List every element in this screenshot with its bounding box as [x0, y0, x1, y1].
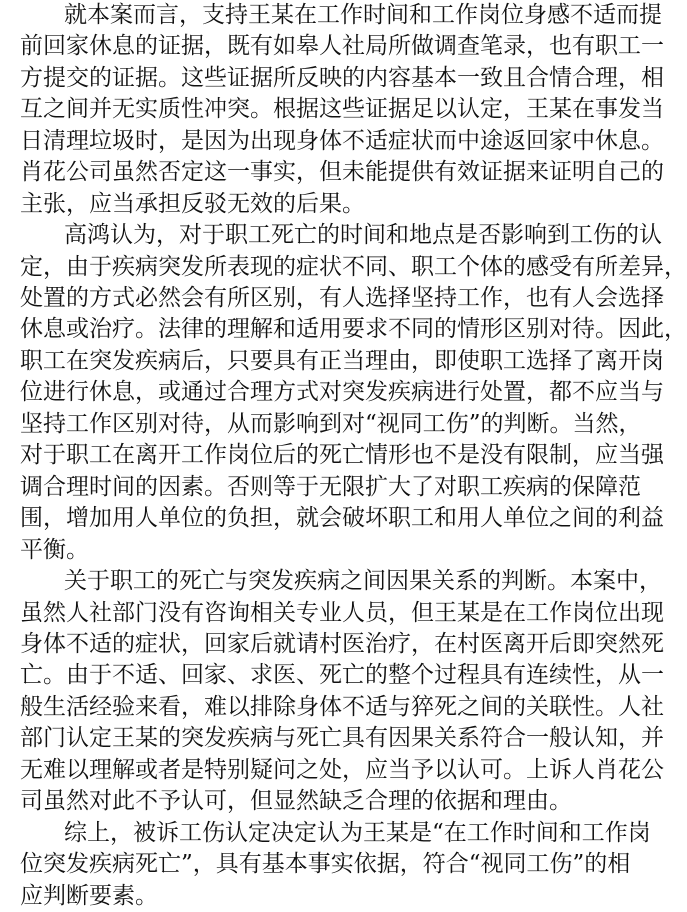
- text-line: 方提交的证据。这些证据所反映的内容基本一致且合情合理，相: [20, 64, 664, 91]
- text-line: 平衡。: [20, 536, 89, 563]
- text-line: 定，由于疾病突发所表现的症状不同、职工个体的感受有所差异，: [20, 253, 687, 280]
- text-line: 调合理时间的因素。否则等于无限扩大了对职工疾病的保障范: [20, 473, 641, 500]
- text-line: 处置的方式必然会有所区别，有人选择坚持工作，也有人会选择: [20, 285, 664, 312]
- text-line: 亡。由于不适、回家、求医、死亡的整个过程具有连续性，从一: [20, 662, 664, 689]
- text-line: 位进行休息，或通过合理方式对突发疾病进行处置，都不应当与: [20, 379, 664, 406]
- text-line: 司虽然对此不予认可，但显然缺乏合理的依据和理由。: [20, 788, 572, 815]
- text-line: 前回家休息的证据，既有如皋人社局所做调查笔录，也有职工一: [20, 33, 664, 60]
- text-line: 休息或治疗。法律的理解和适用要求不同的情形区别对待。因此，: [20, 316, 687, 343]
- text-line: 互之间并无实质性冲突。根据这些证据足以认定，王某在事发当: [20, 96, 664, 123]
- text-line: 综上，被诉工伤认定决定认为王某是“在工作时间和工作岗: [64, 819, 651, 846]
- text-line: 虽然人社部门没有咨询相关专业人员，但王某是在工作岗位出现: [20, 599, 664, 626]
- text-line: 职工在突发疾病后，只要具有正当理由，即使职工选择了离开岗: [20, 347, 664, 374]
- text-line: 肖花公司虽然否定这一事实，但未能提供有效证据来证明自己的: [20, 159, 664, 186]
- text-line: 无难以理解或者是特别疑问之处，应当予以认可。上诉人肖花公: [20, 756, 664, 783]
- text-line: 位突发疾病死亡”，具有基本事实依据，符合“视同工伤”的相: [20, 851, 631, 878]
- text-line: 日清理垃圾时，是因为出现身体不适症状而中途返回家中休息。: [20, 127, 664, 154]
- text-line: 高鸿认为，对于职工死亡的时间和地点是否影响到工伤的认: [64, 222, 662, 249]
- text-line: 坚持工作区别对待，从而影响到对“视同工伤”的判断。当然，: [20, 410, 642, 437]
- text-line: 主张，应当承担反驳无效的后果。: [20, 190, 365, 217]
- text-line: 对于职工在离开工作岗位后的死亡情形也不是没有限制，应当强: [20, 442, 664, 469]
- text-line: 般生活经验来看，难以排除身体不适与猝死之间的关联性。人社: [20, 693, 664, 720]
- text-line: 应判断要素。: [20, 882, 158, 909]
- text-line: 围，增加用人单位的负担，就会破坏职工和用人单位之间的利益: [20, 505, 664, 532]
- text-line: 身体不适的症状，回家后就请村医治疗，在村医离开后即突然死: [20, 630, 664, 657]
- text-line: 部门认定王某的突发疾病与死亡具有因果关系符合一般认知，并: [20, 725, 664, 752]
- text-line: 关于职工的死亡与突发疾病之间因果关系的判断。本案中，: [64, 568, 662, 595]
- text-line: 就本案而言，支持王某在工作时间和工作岗位身感不适而提: [64, 2, 662, 28]
